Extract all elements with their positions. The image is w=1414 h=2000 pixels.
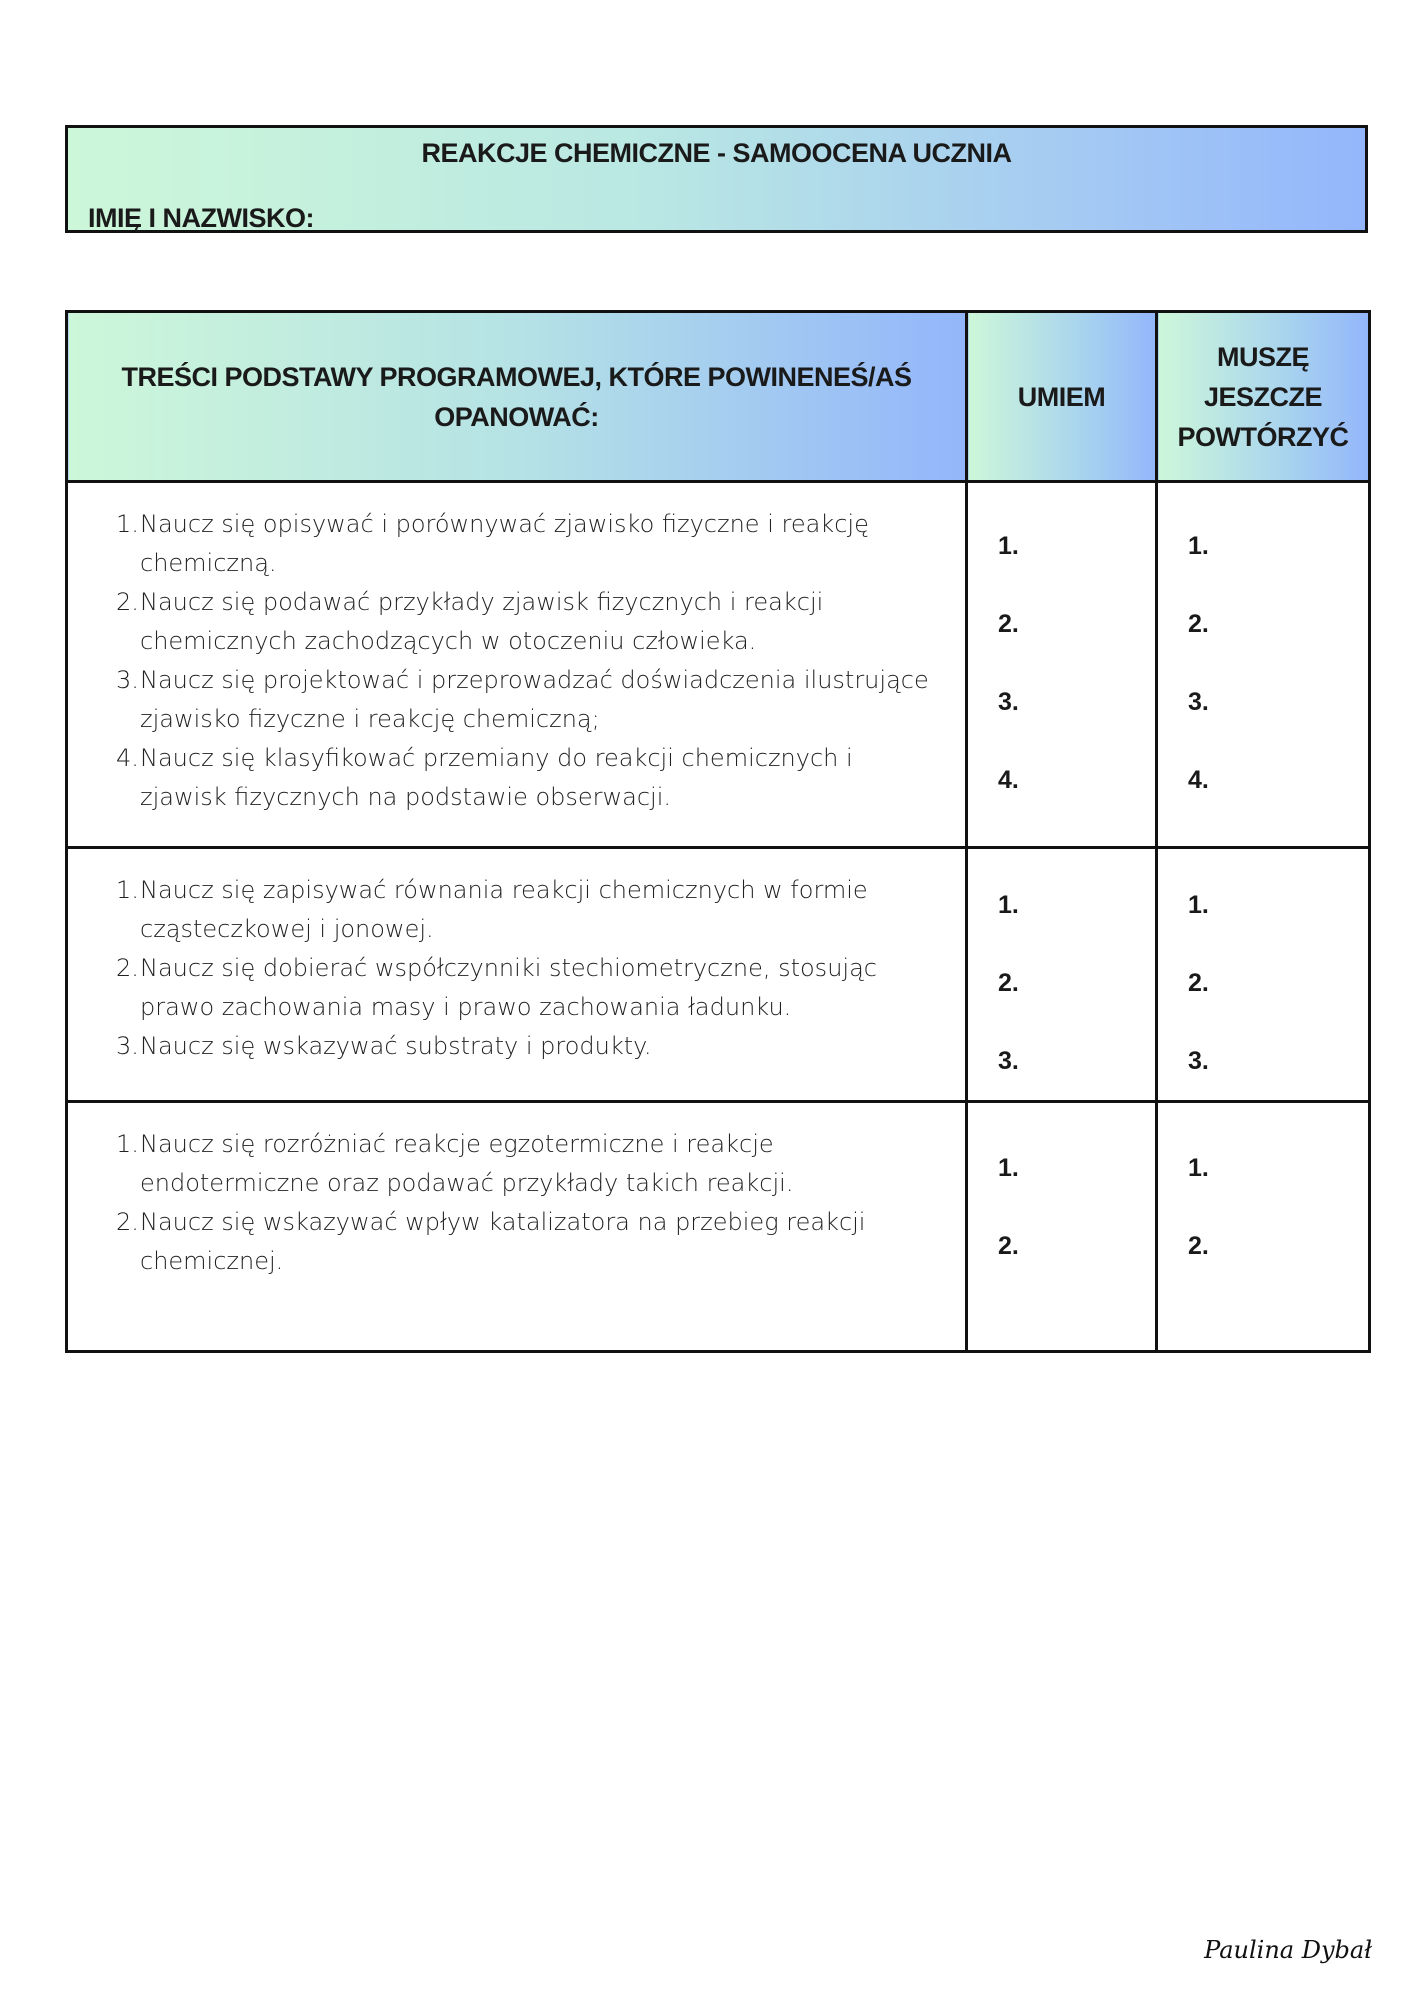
- list-item: 1. Naucz się opisywać i porównywać zjawisko fizyczne i reakcję chemiczną.: [116, 510, 869, 577]
- mark-item[interactable]: 1.: [998, 891, 1019, 919]
- musze-marks: [1188, 507, 1368, 819]
- list-item: 2. Naucz się wskazywać wpływ katalizatora na przebieg reakcji chemicznej.: [116, 1208, 866, 1275]
- mark-item[interactable]: 4.: [998, 766, 1019, 794]
- header-musze-label: MUSZĘ JESZCZE POWTÓRZYĆ: [1177, 341, 1349, 452]
- mark-item[interactable]: 4.: [1188, 766, 1209, 794]
- mark-item[interactable]: 2.: [1188, 610, 1209, 638]
- topics-cell: [67, 1102, 967, 1352]
- self-assessment-table: [65, 310, 1371, 1353]
- mark-item[interactable]: 2.: [998, 969, 1019, 997]
- topics-cell: [67, 482, 967, 848]
- list-item: 1. Naucz się rozróżniać reakcje egzotermiczne i reakcje endotermiczne oraz podawać przykłady takich reakcji.: [116, 1130, 794, 1197]
- mark-item[interactable]: 3.: [998, 688, 1019, 716]
- list-item: 2. Naucz się podawać przykłady zjawisk fizycznych i reakcji chemicznych zachodzących w otoczeniu człowieka.: [116, 588, 824, 655]
- musze-cell[interactable]: [1157, 1102, 1370, 1352]
- mark-item[interactable]: 3.: [1188, 1047, 1209, 1075]
- mark-item[interactable]: 1.: [1188, 1154, 1209, 1182]
- musze-cell[interactable]: [1157, 482, 1370, 848]
- umiem-marks: [998, 1129, 1155, 1285]
- table-row: [67, 848, 1370, 1102]
- topics-list: [116, 1125, 945, 1281]
- mark-item[interactable]: 2.: [998, 610, 1019, 638]
- umiem-marks: [998, 866, 1155, 1100]
- umiem-marks: [998, 507, 1155, 819]
- author-signature: Paulina Dybał: [1204, 1936, 1372, 1964]
- mark-item[interactable]: 1.: [998, 532, 1019, 560]
- table-row: [67, 482, 1370, 848]
- musze-marks: [1188, 1129, 1368, 1285]
- list-item: 3. Naucz się wskazywać substraty i produkty.: [116, 1032, 652, 1060]
- list-item: 4. Naucz się klasyfikować przemiany do reakcji chemicznych i zjawisk fizycznych na podstawie obserwacji.: [116, 744, 853, 811]
- table-row: [67, 1102, 1370, 1352]
- mark-item[interactable]: 1.: [998, 1154, 1019, 1182]
- musze-cell[interactable]: [1157, 848, 1370, 1102]
- header-box: [65, 125, 1368, 233]
- header-umiem: UMIEM: [967, 312, 1157, 482]
- mark-item[interactable]: 2.: [1188, 1232, 1209, 1260]
- list-item: 2. Naucz się dobierać współczynniki stechiometryczne, stosując prawo zachowania masy i prawo zachowania ładunku.: [116, 954, 877, 1021]
- table-header-row: [67, 312, 1370, 482]
- page-title: REAKCJE CHEMICZNE - SAMOOCENA UCZNIA: [421, 138, 1012, 168]
- umiem-cell[interactable]: [967, 848, 1157, 1102]
- mark-item[interactable]: 1.: [1188, 891, 1209, 919]
- mark-item[interactable]: 2.: [1188, 969, 1209, 997]
- mark-item[interactable]: 2.: [998, 1232, 1019, 1260]
- topics-list: [116, 871, 945, 1066]
- list-item: 3. Naucz się projektować i przeprowadzać doświadczenia ilustrujące zjawisko fizyczne i reakcję chemiczną;: [116, 666, 929, 733]
- topics-list: [116, 505, 945, 817]
- mark-item[interactable]: 1.: [1188, 532, 1209, 560]
- header-topics: TREŚCI PODSTAWY PROGRAMOWEJ, KTÓRE POWINENEŚ/AŚ OPANOWAĆ:: [67, 312, 967, 482]
- mark-item[interactable]: 3.: [998, 1047, 1019, 1075]
- name-label: IMIĘ I NAZWISKO:: [88, 203, 314, 233]
- umiem-cell[interactable]: [967, 482, 1157, 848]
- musze-marks: [1188, 866, 1368, 1100]
- umiem-cell[interactable]: [967, 1102, 1157, 1352]
- mark-item[interactable]: 3.: [1188, 688, 1209, 716]
- header-musze: [1157, 312, 1370, 482]
- topics-cell: [67, 848, 967, 1102]
- list-item: 1. Naucz się zapisywać równania reakcji chemicznych w formie cząsteczkowej i jonowej.: [116, 876, 868, 943]
